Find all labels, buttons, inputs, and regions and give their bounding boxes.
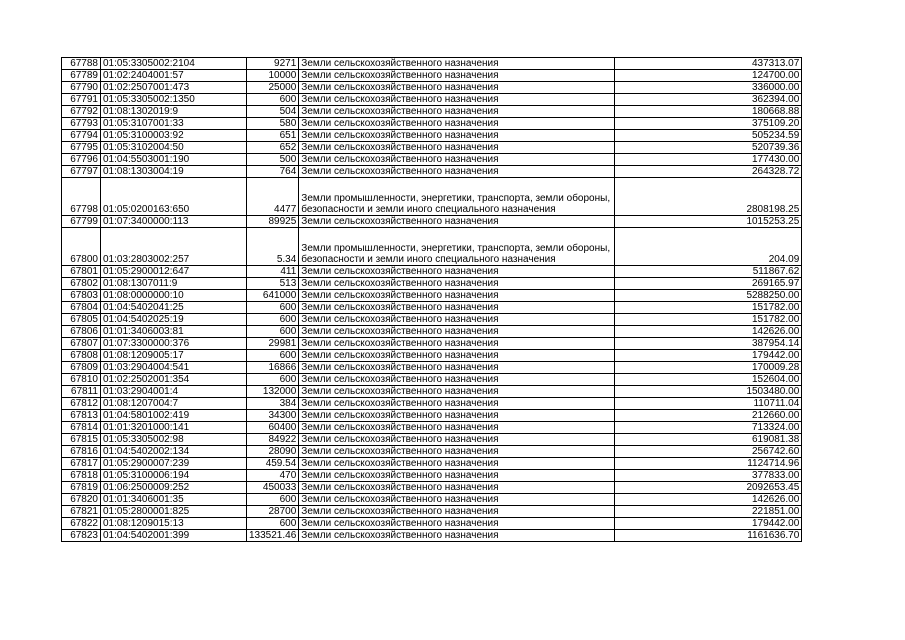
row-number-cell: 67807 xyxy=(62,338,101,350)
land-category-cell: Земли сельскохозяйственного назначения xyxy=(299,530,615,542)
cadastral-value-cell: 110711.04 xyxy=(615,398,802,410)
row-number-cell: 67820 xyxy=(62,494,101,506)
table-row xyxy=(62,166,802,178)
area-cell: 16866 xyxy=(247,362,299,374)
table-row xyxy=(62,326,802,338)
area-cell: 34300 xyxy=(247,410,299,422)
area-cell: 5.34 xyxy=(247,228,299,266)
land-category-cell: Земли сельскохозяйственного назначения xyxy=(299,446,615,458)
row-number-cell: 67822 xyxy=(62,518,101,530)
land-category-cell: Земли сельскохозяйственного назначения xyxy=(299,70,615,82)
area-cell: 450033 xyxy=(247,482,299,494)
area-cell: 600 xyxy=(247,518,299,530)
area-cell: 89925 xyxy=(247,216,299,228)
area-cell: 459.54 xyxy=(247,458,299,470)
cadastral-number-cell: 01:01:3406003:81 xyxy=(101,326,247,338)
area-cell: 84922 xyxy=(247,434,299,446)
table-row xyxy=(62,82,802,94)
cadastral-number-cell: 01:03:2904004:541 xyxy=(101,362,247,374)
cadastral-number-cell: 01:01:3201000:141 xyxy=(101,422,247,434)
land-category-cell: Земли сельскохозяйственного назначения xyxy=(299,326,615,338)
land-category-cell: Земли сельскохозяйственного назначения xyxy=(299,314,615,326)
table-row xyxy=(62,154,802,166)
land-category-cell: Земли сельскохозяйственного назначения xyxy=(299,216,615,228)
cadastral-number-cell: 01:05:2900007:239 xyxy=(101,458,247,470)
area-cell: 9271 xyxy=(247,58,299,70)
row-number-cell: 67797 xyxy=(62,166,101,178)
area-cell: 470 xyxy=(247,470,299,482)
cadastral-value-cell: 179442.00 xyxy=(615,518,802,530)
row-number-cell: 67818 xyxy=(62,470,101,482)
area-cell: 60400 xyxy=(247,422,299,434)
table-row xyxy=(62,470,802,482)
row-number-cell: 67809 xyxy=(62,362,101,374)
table-row xyxy=(62,506,802,518)
area-cell: 580 xyxy=(247,118,299,130)
cadastral-value-cell: 151782.00 xyxy=(615,314,802,326)
table-row xyxy=(62,302,802,314)
cadastral-value-cell: 520739.36 xyxy=(615,142,802,154)
row-number-cell: 67792 xyxy=(62,106,101,118)
area-cell: 641000 xyxy=(247,290,299,302)
table-row xyxy=(62,70,802,82)
row-number-cell: 67802 xyxy=(62,278,101,290)
table-row xyxy=(62,362,802,374)
table-row xyxy=(62,530,802,542)
table-row xyxy=(62,178,802,216)
table-row xyxy=(62,118,802,130)
cadastral-value-cell: 170009.28 xyxy=(615,362,802,374)
row-number-cell: 67800 xyxy=(62,228,101,266)
land-category-cell: Земли сельскохозяйственного назначения xyxy=(299,494,615,506)
row-number-cell: 67795 xyxy=(62,142,101,154)
land-category-cell: Земли сельскохозяйственного назначения xyxy=(299,350,615,362)
land-category-cell: Земли сельскохозяйственного назначения xyxy=(299,266,615,278)
row-number-cell: 67810 xyxy=(62,374,101,386)
land-category-cell: Земли сельскохозяйственного назначения xyxy=(299,362,615,374)
area-cell: 600 xyxy=(247,94,299,106)
cadastral-number-cell: 01:05:3102004:50 xyxy=(101,142,247,154)
area-cell: 500 xyxy=(247,154,299,166)
table-row xyxy=(62,290,802,302)
table-row xyxy=(62,482,802,494)
cadastral-value-cell: 375109.20 xyxy=(615,118,802,130)
cadastral-value-cell: 1161636.70 xyxy=(615,530,802,542)
cadastral-value-cell: 619081.38 xyxy=(615,434,802,446)
cadastral-number-cell: 01:08:1209005:17 xyxy=(101,350,247,362)
land-category-cell: Земли сельскохозяйственного назначения xyxy=(299,386,615,398)
cadastral-value-cell: 124700.00 xyxy=(615,70,802,82)
land-category-cell: Земли сельскохозяйственного назначения xyxy=(299,338,615,350)
cadastral-value-cell: 177430.00 xyxy=(615,154,802,166)
cadastral-value-cell: 269165.97 xyxy=(615,278,802,290)
area-cell: 133521.46 xyxy=(247,530,299,542)
land-category-cell: Земли сельскохозяйственного назначения xyxy=(299,278,615,290)
table-row xyxy=(62,374,802,386)
land-category-cell: Земли промышленности, энергетики, транспорта, земли обороны, безопасности и земли иного специального назначения xyxy=(299,178,615,216)
cadastral-value-cell: 387954.14 xyxy=(615,338,802,350)
cadastral-value-cell: 256742.60 xyxy=(615,446,802,458)
cadastral-number-cell: 01:06:2500009:252 xyxy=(101,482,247,494)
table-row xyxy=(62,58,802,70)
cadastral-number-cell: 01:05:3100006:194 xyxy=(101,470,247,482)
table-row xyxy=(62,94,802,106)
cadastral-value-cell: 505234.59 xyxy=(615,130,802,142)
cadastral-value-cell: 264328.72 xyxy=(615,166,802,178)
area-cell: 132000 xyxy=(247,386,299,398)
cadastral-number-cell: 01:01:3406001:35 xyxy=(101,494,247,506)
table-row xyxy=(62,422,802,434)
table-row xyxy=(62,266,802,278)
table-row xyxy=(62,446,802,458)
cadastral-value-cell: 212660.00 xyxy=(615,410,802,422)
cadastral-number-cell: 01:05:3305002:2104 xyxy=(101,58,247,70)
land-category-cell: Земли промышленности, энергетики, транспорта, земли обороны, безопасности и земли иного специального назначения xyxy=(299,228,615,266)
area-cell: 600 xyxy=(247,326,299,338)
row-number-cell: 67799 xyxy=(62,216,101,228)
land-category-cell: Земли сельскохозяйственного назначения xyxy=(299,58,615,70)
land-category-cell: Земли сельскохозяйственного назначения xyxy=(299,106,615,118)
row-number-cell: 67803 xyxy=(62,290,101,302)
land-category-cell: Земли сельскохозяйственного назначения xyxy=(299,118,615,130)
area-cell: 504 xyxy=(247,106,299,118)
area-cell: 652 xyxy=(247,142,299,154)
land-category-cell: Земли сельскохозяйственного назначения xyxy=(299,506,615,518)
row-number-cell: 67814 xyxy=(62,422,101,434)
table-row xyxy=(62,142,802,154)
cadastral-number-cell: 01:04:5503001:190 xyxy=(101,154,247,166)
cadastral-value-cell: 437313.07 xyxy=(615,58,802,70)
row-number-cell: 67817 xyxy=(62,458,101,470)
row-number-cell: 67823 xyxy=(62,530,101,542)
row-number-cell: 67813 xyxy=(62,410,101,422)
cadastral-value-cell: 204.09 xyxy=(615,228,802,266)
cadastral-value-cell: 377833.00 xyxy=(615,470,802,482)
cadastral-number-cell: 01:07:3400000:113 xyxy=(101,216,247,228)
table-row xyxy=(62,228,802,266)
cadastral-number-cell: 01:05:3100003:92 xyxy=(101,130,247,142)
area-cell: 384 xyxy=(247,398,299,410)
land-parcels-table xyxy=(61,57,802,542)
table-row xyxy=(62,130,802,142)
cadastral-value-cell: 221851.00 xyxy=(615,506,802,518)
cadastral-number-cell: 01:04:5801002:419 xyxy=(101,410,247,422)
area-cell: 513 xyxy=(247,278,299,290)
area-cell: 28090 xyxy=(247,446,299,458)
cadastral-number-cell: 01:08:1209015:13 xyxy=(101,518,247,530)
land-category-cell: Земли сельскохозяйственного назначения xyxy=(299,434,615,446)
land-category-cell: Земли сельскохозяйственного назначения xyxy=(299,290,615,302)
table-row xyxy=(62,458,802,470)
row-number-cell: 67794 xyxy=(62,130,101,142)
cadastral-number-cell: 01:05:2900012:647 xyxy=(101,266,247,278)
table-row xyxy=(62,106,802,118)
land-category-cell: Земли сельскохозяйственного назначения xyxy=(299,482,615,494)
table-row xyxy=(62,338,802,350)
land-category-cell: Земли сельскохозяйственного назначения xyxy=(299,410,615,422)
row-number-cell: 67805 xyxy=(62,314,101,326)
cadastral-value-cell: 180668.88 xyxy=(615,106,802,118)
area-cell: 764 xyxy=(247,166,299,178)
cadastral-number-cell: 01:03:2904001:4 xyxy=(101,386,247,398)
land-category-cell: Земли сельскохозяйственного назначения xyxy=(299,154,615,166)
area-cell: 10000 xyxy=(247,70,299,82)
cadastral-number-cell: 01:08:1303004:19 xyxy=(101,166,247,178)
cadastral-number-cell: 01:08:1307011:9 xyxy=(101,278,247,290)
cadastral-value-cell: 1503480.00 xyxy=(615,386,802,398)
cadastral-number-cell: 01:08:1207004:7 xyxy=(101,398,247,410)
cadastral-value-cell: 142626.00 xyxy=(615,326,802,338)
area-cell: 411 xyxy=(247,266,299,278)
land-category-cell: Земли сельскохозяйственного назначения xyxy=(299,398,615,410)
cadastral-number-cell: 01:04:5402041:25 xyxy=(101,302,247,314)
area-cell: 29981 xyxy=(247,338,299,350)
land-category-cell: Земли сельскохозяйственного назначения xyxy=(299,302,615,314)
cadastral-number-cell: 01:08:0000000:10 xyxy=(101,290,247,302)
cadastral-number-cell: 01:05:0200163:650 xyxy=(101,178,247,216)
row-number-cell: 67816 xyxy=(62,446,101,458)
cadastral-number-cell: 01:08:1302019:9 xyxy=(101,106,247,118)
cadastral-value-cell: 2092653.45 xyxy=(615,482,802,494)
row-number-cell: 67811 xyxy=(62,386,101,398)
area-cell: 651 xyxy=(247,130,299,142)
area-cell: 600 xyxy=(247,494,299,506)
row-number-cell: 67819 xyxy=(62,482,101,494)
table-row xyxy=(62,350,802,362)
cadastral-number-cell: 01:04:5402001:399 xyxy=(101,530,247,542)
cadastral-value-cell: 152604.00 xyxy=(615,374,802,386)
land-category-cell: Земли сельскохозяйственного назначения xyxy=(299,142,615,154)
land-category-cell: Земли сельскохозяйственного назначения xyxy=(299,422,615,434)
row-number-cell: 67793 xyxy=(62,118,101,130)
area-cell: 4477 xyxy=(247,178,299,216)
area-cell: 600 xyxy=(247,302,299,314)
table-row xyxy=(62,434,802,446)
land-category-cell: Земли сельскохозяйственного назначения xyxy=(299,470,615,482)
row-number-cell: 67812 xyxy=(62,398,101,410)
table-row xyxy=(62,386,802,398)
land-category-cell: Земли сельскохозяйственного назначения xyxy=(299,82,615,94)
row-number-cell: 67808 xyxy=(62,350,101,362)
land-category-cell: Земли сельскохозяйственного назначения xyxy=(299,458,615,470)
cadastral-number-cell: 01:05:3107001:33 xyxy=(101,118,247,130)
row-number-cell: 67804 xyxy=(62,302,101,314)
cadastral-value-cell: 713324.00 xyxy=(615,422,802,434)
row-number-cell: 67801 xyxy=(62,266,101,278)
cadastral-number-cell: 01:02:2507001:473 xyxy=(101,82,247,94)
cadastral-value-cell: 5288250.00 xyxy=(615,290,802,302)
table-row xyxy=(62,278,802,290)
table-body xyxy=(62,58,802,542)
row-number-cell: 67789 xyxy=(62,70,101,82)
area-cell: 600 xyxy=(247,374,299,386)
table-row xyxy=(62,518,802,530)
cadastral-value-cell: 336000.00 xyxy=(615,82,802,94)
area-cell: 28700 xyxy=(247,506,299,518)
table-row xyxy=(62,494,802,506)
cadastral-value-cell: 1124714.96 xyxy=(615,458,802,470)
cadastral-number-cell: 01:05:3305002:98 xyxy=(101,434,247,446)
cadastral-number-cell: 01:05:2800001:825 xyxy=(101,506,247,518)
row-number-cell: 67796 xyxy=(62,154,101,166)
row-number-cell: 67806 xyxy=(62,326,101,338)
area-cell: 25000 xyxy=(247,82,299,94)
cadastral-number-cell: 01:03:2803002:257 xyxy=(101,228,247,266)
cadastral-value-cell: 2808198.25 xyxy=(615,178,802,216)
cadastral-value-cell: 511867.62 xyxy=(615,266,802,278)
cadastral-number-cell: 01:02:2502001:354 xyxy=(101,374,247,386)
cadastral-value-cell: 151782.00 xyxy=(615,302,802,314)
cadastral-number-cell: 01:05:3305002:1350 xyxy=(101,94,247,106)
row-number-cell: 67798 xyxy=(62,178,101,216)
row-number-cell: 67815 xyxy=(62,434,101,446)
cadastral-value-cell: 179442.00 xyxy=(615,350,802,362)
table-row xyxy=(62,216,802,228)
cadastral-number-cell: 01:02:2404001:57 xyxy=(101,70,247,82)
row-number-cell: 67788 xyxy=(62,58,101,70)
table-row xyxy=(62,314,802,326)
table-row xyxy=(62,410,802,422)
land-category-cell: Земли сельскохозяйственного назначения xyxy=(299,374,615,386)
land-category-cell: Земли сельскохозяйственного назначения xyxy=(299,94,615,106)
area-cell: 600 xyxy=(247,350,299,362)
row-number-cell: 67821 xyxy=(62,506,101,518)
cadastral-value-cell: 1015253.25 xyxy=(615,216,802,228)
row-number-cell: 67790 xyxy=(62,82,101,94)
cadastral-number-cell: 01:04:5402002:134 xyxy=(101,446,247,458)
cadastral-value-cell: 362394.00 xyxy=(615,94,802,106)
table-row xyxy=(62,398,802,410)
row-number-cell: 67791 xyxy=(62,94,101,106)
cadastral-value-cell: 142626.00 xyxy=(615,494,802,506)
land-category-cell: Земли сельскохозяйственного назначения xyxy=(299,518,615,530)
land-category-cell: Земли сельскохозяйственного назначения xyxy=(299,130,615,142)
area-cell: 600 xyxy=(247,314,299,326)
land-category-cell: Земли сельскохозяйственного назначения xyxy=(299,166,615,178)
cadastral-number-cell: 01:07:3300000:376 xyxy=(101,338,247,350)
cadastral-number-cell: 01:04:5402025:19 xyxy=(101,314,247,326)
